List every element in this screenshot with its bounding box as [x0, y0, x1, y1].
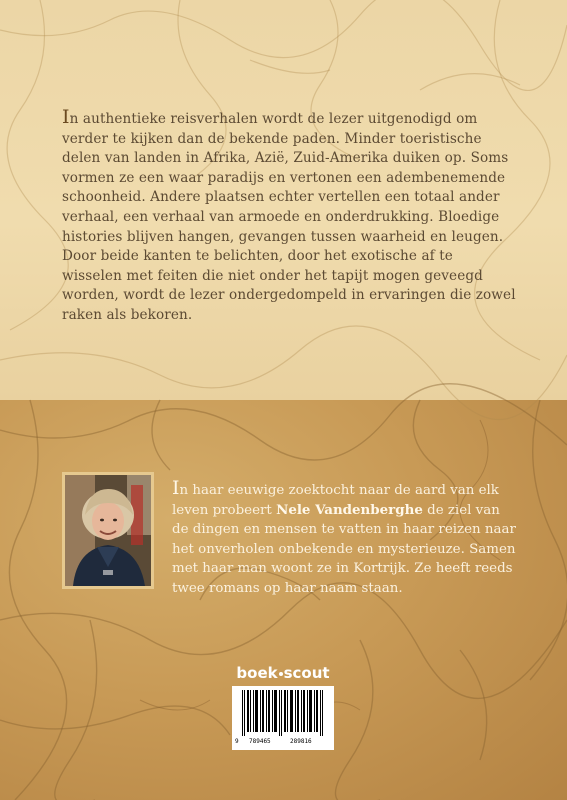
publisher-part1: boek [236, 664, 278, 682]
isbn-barcode [232, 686, 334, 750]
author-portrait-icon [65, 475, 151, 586]
publisher-logo [232, 664, 334, 684]
barcode-right-group: 289816 [290, 738, 312, 745]
barcode-digits [235, 736, 331, 748]
barcode-left-group: 789465 [249, 738, 271, 745]
bio-text-after: de ziel van de dingen en mensen te vatten in haar reizen naar het onverholen onbekende en mysterieuze. Samen met haar man woont ze in Kortrijk. Ze heeft reeds twee romans op haar naam staan. [172, 502, 516, 596]
publisher-part2: scout [283, 664, 330, 682]
author-bio [172, 479, 517, 599]
boekscout-logo-icon [236, 664, 329, 682]
barcode-bars [236, 690, 330, 736]
back-cover-blurb [62, 108, 517, 326]
blurb-dropcap: I [62, 106, 70, 128]
barcode-first-digit: 9 [235, 738, 239, 745]
bio-dropcap: I [172, 477, 180, 499]
bio-text-before: n haar eeuwige zoektocht naar de aard van elk leven probeert [172, 483, 499, 518]
logo-dot [279, 672, 283, 676]
author-name: Nele Vandenberghe [276, 501, 423, 518]
blurb-text: n authentieke reisverhalen wordt de lezer uitgenodigd om verder te kijken dan de bekende paden. Minder toeristische delen van landen in Afrika, Azië, Zuid-Amerika duiken op. Soms vormen ze een waar paradijs en vertonen een adembenemende schoonheid. Andere plaatsen echter vertellen een totaal ander verhaal, een verhaal van armoede en onderdrukking. Bloedige histories blijven hangen, gevangen tussen waarheid en leugen. Door beide kanten te belichten, door het exotische af te wisselen met feiten die niet onder het tapijt mogen geveegd worden, wordt de lezer ondergedompeld in ervaringen die zowel raken als bekoren. [62, 111, 516, 323]
author-photo [62, 472, 154, 589]
